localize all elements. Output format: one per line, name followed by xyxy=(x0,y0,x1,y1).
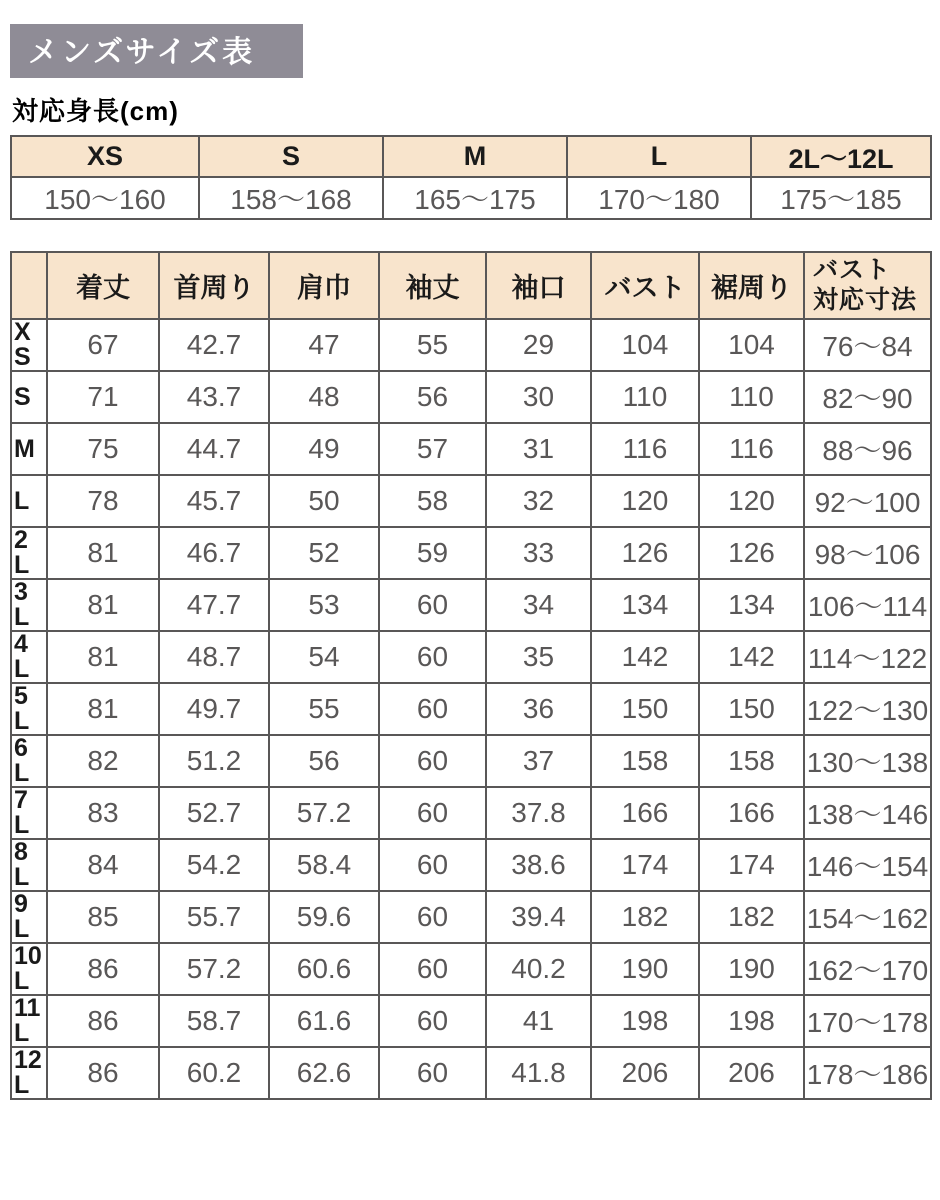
size-cell: 71 xyxy=(47,371,159,423)
size-cell: 54.2 xyxy=(159,839,269,891)
size-cell: 42.7 xyxy=(159,319,269,371)
size-row-label: 12 L xyxy=(11,1047,47,1099)
size-cell: 174 xyxy=(699,839,804,891)
size-col-header: 肩巾 xyxy=(269,252,379,319)
size-cell: 35 xyxy=(486,631,591,683)
size-cell: 110 xyxy=(699,371,804,423)
size-cell: 41 xyxy=(486,995,591,1047)
size-cell: 53 xyxy=(269,579,379,631)
size-cell: 55.7 xyxy=(159,891,269,943)
size-cell: 60 xyxy=(379,683,486,735)
size-cell: 88〜96 xyxy=(804,423,931,475)
size-row-label: 3 L xyxy=(11,579,47,631)
size-cell: 50 xyxy=(269,475,379,527)
size-cell: 40.2 xyxy=(486,943,591,995)
size-cell: 78 xyxy=(47,475,159,527)
height-table xyxy=(10,135,932,220)
corner-cell xyxy=(11,252,47,319)
size-cell: 154〜162 xyxy=(804,891,931,943)
size-cell: 85 xyxy=(47,891,159,943)
size-cell: 170〜178 xyxy=(804,995,931,1047)
size-row xyxy=(11,839,931,891)
size-cell: 60 xyxy=(379,631,486,683)
size-cell: 130〜138 xyxy=(804,735,931,787)
size-cell: 190 xyxy=(591,943,699,995)
size-cell: 106〜114 xyxy=(804,579,931,631)
size-cell: 116 xyxy=(699,423,804,475)
size-cell: 120 xyxy=(591,475,699,527)
size-cell: 86 xyxy=(47,1047,159,1099)
size-cell: 47.7 xyxy=(159,579,269,631)
size-row-label: 4 L xyxy=(11,631,47,683)
size-cell: 60 xyxy=(379,735,486,787)
size-table-body xyxy=(11,319,931,1099)
size-cell: 81 xyxy=(47,579,159,631)
height-section-label: 対応身長(cm) xyxy=(12,96,179,126)
size-cell: 48 xyxy=(269,371,379,423)
size-row xyxy=(11,579,931,631)
size-cell: 75 xyxy=(47,423,159,475)
size-cell: 58.7 xyxy=(159,995,269,1047)
size-cell: 120 xyxy=(699,475,804,527)
size-cell: 174 xyxy=(591,839,699,891)
size-cell: 142 xyxy=(699,631,804,683)
size-cell: 142 xyxy=(591,631,699,683)
size-cell: 138〜146 xyxy=(804,787,931,839)
size-row xyxy=(11,319,931,371)
size-cell: 83 xyxy=(47,787,159,839)
size-row-label: 6 L xyxy=(11,735,47,787)
size-cell: 60 xyxy=(379,891,486,943)
size-cell: 52 xyxy=(269,527,379,579)
size-col-header: 首周り xyxy=(159,252,269,319)
size-col-header: 袖口 xyxy=(486,252,591,319)
size-row-label: 11 L xyxy=(11,995,47,1047)
size-cell: 37 xyxy=(486,735,591,787)
height-col-header: XS xyxy=(11,136,199,177)
size-cell: 162〜170 xyxy=(804,943,931,995)
size-cell: 49.7 xyxy=(159,683,269,735)
size-row xyxy=(11,527,931,579)
size-cell: 158 xyxy=(591,735,699,787)
size-cell: 150 xyxy=(591,683,699,735)
size-cell: 57.2 xyxy=(159,943,269,995)
size-row-label: 2 L xyxy=(11,527,47,579)
size-cell: 182 xyxy=(591,891,699,943)
size-cell: 30 xyxy=(486,371,591,423)
size-cell: 29 xyxy=(486,319,591,371)
height-value-cell: 175〜185 xyxy=(751,177,931,219)
size-row xyxy=(11,423,931,475)
size-col-header: 裾周り xyxy=(699,252,804,319)
size-cell: 86 xyxy=(47,995,159,1047)
height-col-header: M xyxy=(383,136,567,177)
size-cell: 60 xyxy=(379,995,486,1047)
size-cell: 55 xyxy=(269,683,379,735)
size-cell: 33 xyxy=(486,527,591,579)
size-cell: 110 xyxy=(591,371,699,423)
size-cell: 126 xyxy=(591,527,699,579)
size-row-label: 8 L xyxy=(11,839,47,891)
height-value-cell: 150〜160 xyxy=(11,177,199,219)
size-row xyxy=(11,735,931,787)
height-col-header: S xyxy=(199,136,383,177)
size-cell: 206 xyxy=(591,1047,699,1099)
size-cell: 122〜130 xyxy=(804,683,931,735)
size-cell: 60 xyxy=(379,943,486,995)
size-row-label: S xyxy=(11,371,47,423)
height-table-value-row xyxy=(11,177,931,219)
size-cell: 47 xyxy=(269,319,379,371)
size-cell: 57.2 xyxy=(269,787,379,839)
size-cell: 60.2 xyxy=(159,1047,269,1099)
size-cell: 104 xyxy=(699,319,804,371)
size-row xyxy=(11,943,931,995)
size-cell: 146〜154 xyxy=(804,839,931,891)
size-cell: 158 xyxy=(699,735,804,787)
size-cell: 48.7 xyxy=(159,631,269,683)
size-row xyxy=(11,1047,931,1099)
size-cell: 61.6 xyxy=(269,995,379,1047)
size-cell: 182 xyxy=(699,891,804,943)
height-value-cell: 158〜168 xyxy=(199,177,383,219)
size-cell: 67 xyxy=(47,319,159,371)
size-cell: 134 xyxy=(699,579,804,631)
height-value-cell: 165〜175 xyxy=(383,177,567,219)
size-row xyxy=(11,371,931,423)
size-row xyxy=(11,995,931,1047)
size-cell: 44.7 xyxy=(159,423,269,475)
size-cell: 150 xyxy=(699,683,804,735)
size-cell: 38.6 xyxy=(486,839,591,891)
size-cell: 81 xyxy=(47,683,159,735)
size-row xyxy=(11,631,931,683)
size-row xyxy=(11,787,931,839)
size-row-label: 5 L xyxy=(11,683,47,735)
size-cell: 56 xyxy=(379,371,486,423)
size-cell: 45.7 xyxy=(159,475,269,527)
bust-range-col-header: バスト 対応寸法 xyxy=(804,252,931,319)
size-row-label: X S xyxy=(11,319,47,371)
size-cell: 52.7 xyxy=(159,787,269,839)
size-cell: 34 xyxy=(486,579,591,631)
size-cell: 31 xyxy=(486,423,591,475)
size-row-label: 7 L xyxy=(11,787,47,839)
size-row xyxy=(11,891,931,943)
size-cell: 37.8 xyxy=(486,787,591,839)
size-cell: 32 xyxy=(486,475,591,527)
size-cell: 60 xyxy=(379,839,486,891)
height-value-cell: 170〜180 xyxy=(567,177,751,219)
size-cell: 114〜122 xyxy=(804,631,931,683)
size-cell: 57 xyxy=(379,423,486,475)
size-cell: 116 xyxy=(591,423,699,475)
height-col-header: 2L〜12L xyxy=(751,136,931,177)
height-col-header: L xyxy=(567,136,751,177)
size-table xyxy=(10,251,932,1100)
size-cell: 126 xyxy=(699,527,804,579)
size-cell: 198 xyxy=(699,995,804,1047)
size-cell: 81 xyxy=(47,631,159,683)
size-cell: 60 xyxy=(379,1047,486,1099)
size-cell: 41.8 xyxy=(486,1047,591,1099)
size-row xyxy=(11,475,931,527)
size-cell: 36 xyxy=(486,683,591,735)
size-cell: 58 xyxy=(379,475,486,527)
size-row xyxy=(11,683,931,735)
size-cell: 59 xyxy=(379,527,486,579)
size-cell: 43.7 xyxy=(159,371,269,423)
size-cell: 58.4 xyxy=(269,839,379,891)
size-cell: 206 xyxy=(699,1047,804,1099)
size-cell: 51.2 xyxy=(159,735,269,787)
size-cell: 60 xyxy=(379,579,486,631)
size-cell: 134 xyxy=(591,579,699,631)
size-row-label: L xyxy=(11,475,47,527)
size-cell: 76〜84 xyxy=(804,319,931,371)
size-cell: 178〜186 xyxy=(804,1047,931,1099)
size-cell: 104 xyxy=(591,319,699,371)
size-cell: 81 xyxy=(47,527,159,579)
size-cell: 86 xyxy=(47,943,159,995)
size-cell: 166 xyxy=(591,787,699,839)
size-cell: 54 xyxy=(269,631,379,683)
size-cell: 59.6 xyxy=(269,891,379,943)
page-title: メンズサイズ表 xyxy=(10,24,303,78)
size-cell: 166 xyxy=(699,787,804,839)
size-cell: 92〜100 xyxy=(804,475,931,527)
size-cell: 190 xyxy=(699,943,804,995)
size-cell: 98〜106 xyxy=(804,527,931,579)
size-col-header: バスト xyxy=(591,252,699,319)
size-cell: 198 xyxy=(591,995,699,1047)
size-cell: 82〜90 xyxy=(804,371,931,423)
size-col-header: 着丈 xyxy=(47,252,159,319)
size-table-header-row xyxy=(11,252,931,319)
size-row-label: 9 L xyxy=(11,891,47,943)
size-cell: 56 xyxy=(269,735,379,787)
size-col-header: 袖丈 xyxy=(379,252,486,319)
size-cell: 82 xyxy=(47,735,159,787)
size-cell: 39.4 xyxy=(486,891,591,943)
size-cell: 49 xyxy=(269,423,379,475)
height-table-header-row xyxy=(11,136,931,177)
size-cell: 60 xyxy=(379,787,486,839)
size-row-label: M xyxy=(11,423,47,475)
size-cell: 46.7 xyxy=(159,527,269,579)
size-cell: 60.6 xyxy=(269,943,379,995)
size-cell: 62.6 xyxy=(269,1047,379,1099)
size-row-label: 10 L xyxy=(11,943,47,995)
size-cell: 84 xyxy=(47,839,159,891)
size-cell: 55 xyxy=(379,319,486,371)
